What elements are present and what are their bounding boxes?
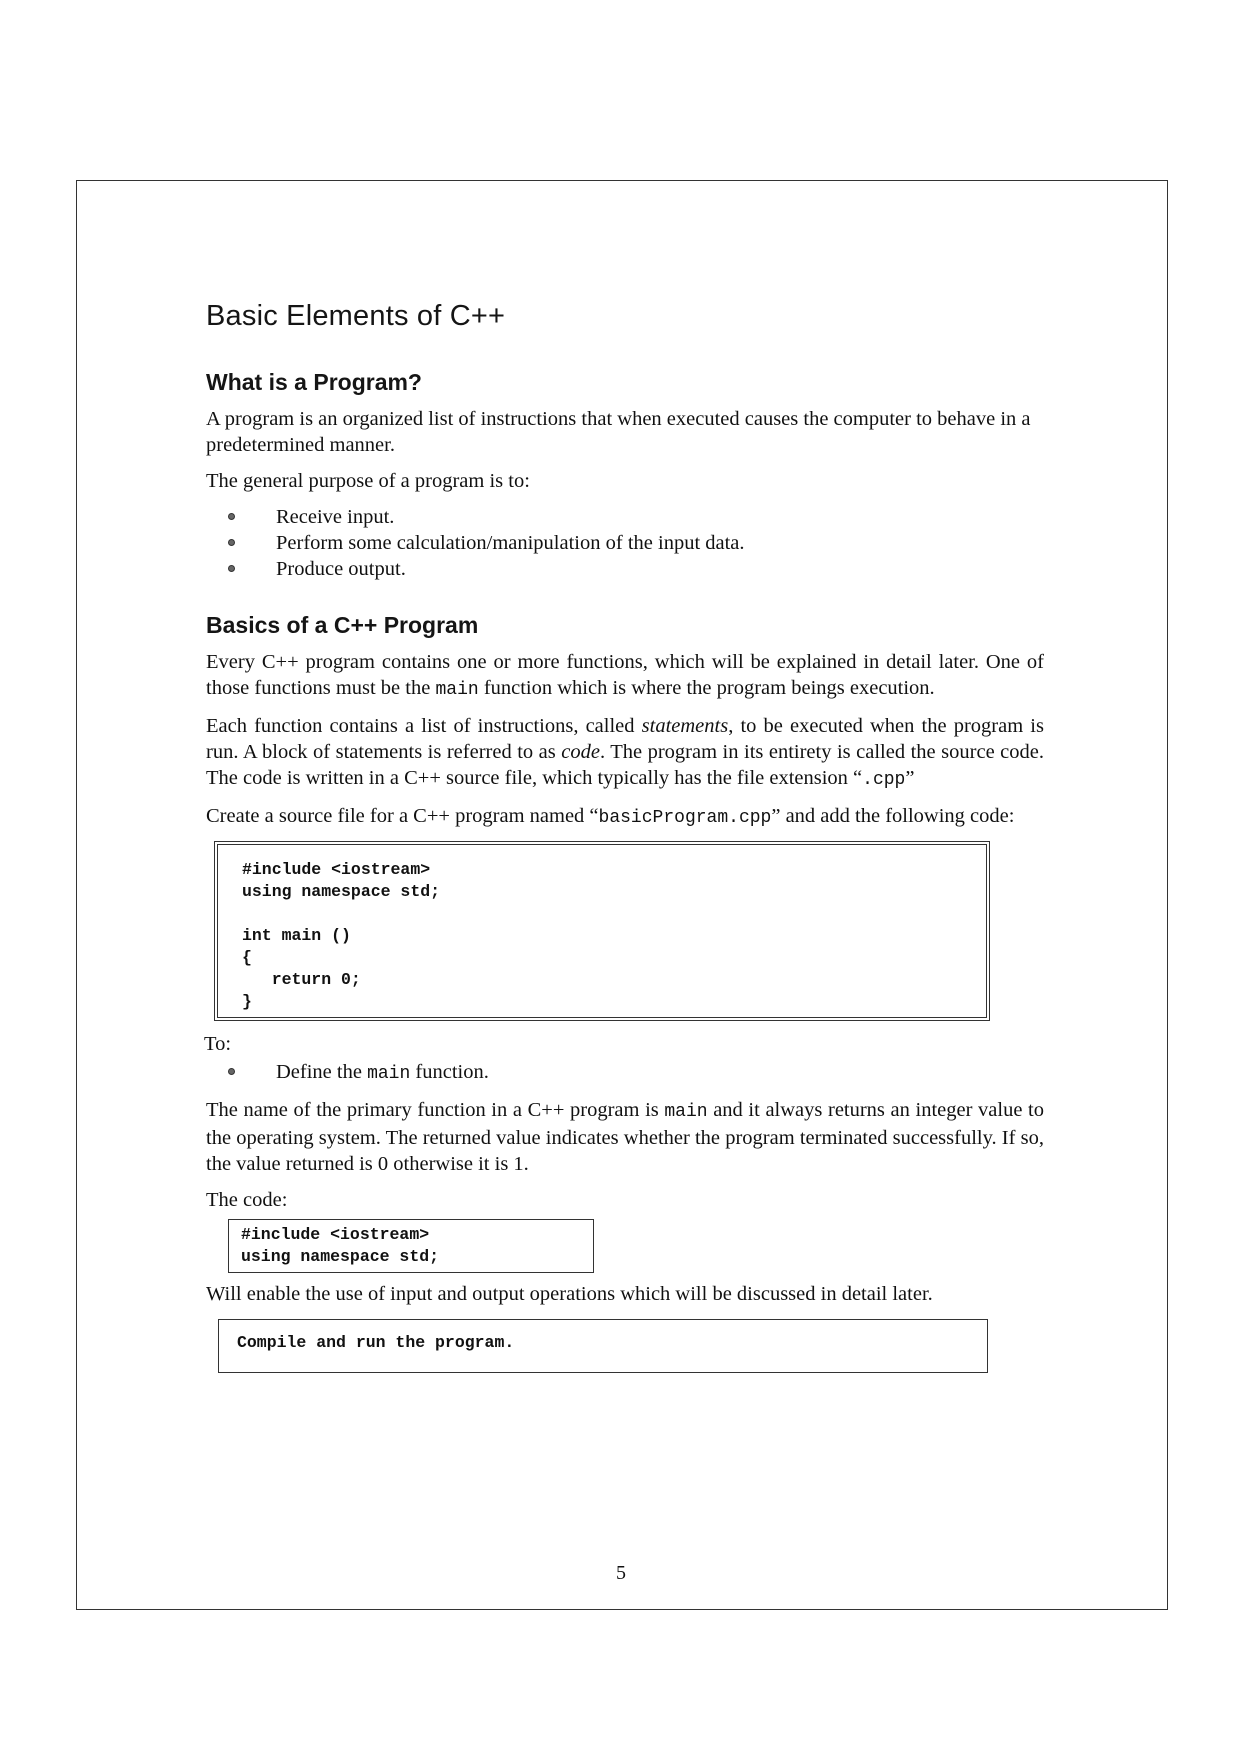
paragraph-io-operations: Will enable the use of input and output operations which will be discussed in detail later.	[206, 1283, 933, 1305]
code-label: The code:	[206, 1189, 288, 1211]
code-text: #include <iostream> using namespace std;	[241, 1225, 440, 1266]
paragraph-program-definition: A program is an organized list of instructions that when executed causes the computer to behave in a predetermined manner.	[206, 408, 1031, 456]
code-text: #include <iostream> using namespace std; int main () { return 0; }	[242, 860, 441, 1011]
to-list	[206, 1059, 1044, 1087]
purpose-list	[206, 504, 1044, 582]
paragraph-main-function: The name of the primary function in a C++ program is main and it always returns an integer value to the operating system. The returned value indicates whether the program terminated successfully. If so, the value returned is 0 otherwise it is 1.	[206, 1099, 1044, 1175]
instruction-text: Compile and run the program.	[237, 1333, 515, 1352]
page-content	[206, 300, 1044, 1373]
page-number: 5	[616, 1562, 626, 1584]
list-item: Define the main function.	[206, 1059, 1044, 1087]
code-block-include	[228, 1219, 594, 1273]
paragraph-general-purpose: The general purpose of a program is to:	[206, 470, 530, 492]
instruction-box	[218, 1319, 988, 1373]
paragraph-functions: Every C++ program contains one or more functions, which will be explained in detail later. One of those functions must be the main function which is where the program beings execution.	[206, 651, 1044, 700]
bullet-icon	[228, 513, 235, 520]
heading-what-is-program: What is a Program?	[206, 369, 422, 395]
to-label: To:	[204, 1033, 232, 1055]
paragraph-create-source: Create a source file for a C++ program named “basicProgram.cpp” and add the following code:	[206, 805, 1015, 828]
list-item: Produce output.	[206, 556, 1044, 582]
page-title: Basic Elements of C++	[206, 300, 506, 332]
list-item: Receive input.	[206, 504, 1044, 530]
list-item: Perform some calculation/manipulation of the input data.	[206, 530, 1044, 556]
bullet-icon	[228, 565, 235, 572]
code-block-main	[214, 841, 990, 1021]
heading-basics-cpp: Basics of a C++ Program	[206, 612, 479, 638]
paragraph-statements: Each function contains a list of instructions, called statements, to be executed when the program is run. A block of statements is referred to as code. The program in its entirety is called the source code. The code is written in a C++ source file, which typically has the file extension “.cpp”	[206, 715, 1044, 790]
bullet-icon	[228, 1068, 235, 1075]
bullet-icon	[228, 539, 235, 546]
